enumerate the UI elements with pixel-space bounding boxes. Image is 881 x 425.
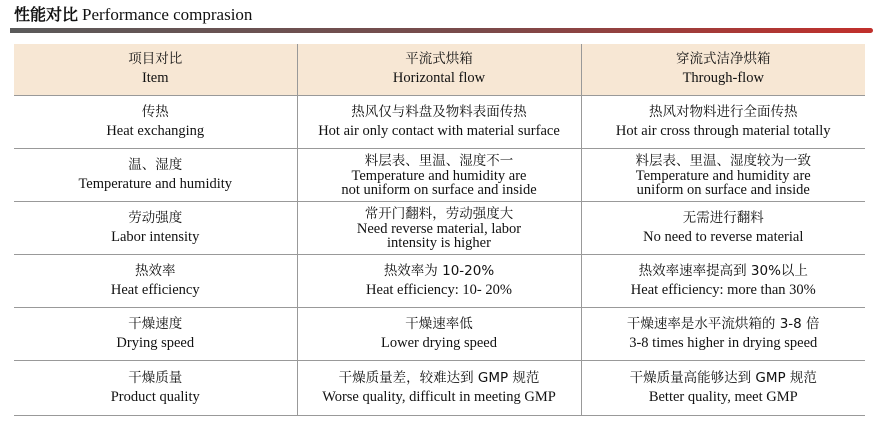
cell-horizontal: 料层表、里温、湿度不一 Temperature and humidity are not uniform on surface and inside — [297, 148, 581, 201]
cell-horizontal: 常开门翻料，劳动强度大 Need reverse material, labor intensity is higher — [297, 201, 581, 254]
cell-through: 热风对物料进行全面传热 Hot air cross through material totally — [581, 95, 865, 148]
title-cn: 性能对比 — [14, 5, 79, 24]
cell-item: 传热 Heat exchanging — [106, 103, 205, 139]
cell-item: 温、湿度 Temperature and humidity — [14, 148, 297, 201]
header-horizontal: 平流式烘箱 Horizontal flow — [297, 44, 581, 95]
table-row — [14, 360, 865, 415]
page-title — [14, 4, 252, 26]
table-row — [14, 254, 865, 307]
table-row — [14, 307, 865, 360]
cell-item: 劳动强度 Labor intensity — [14, 201, 297, 254]
cell-through: 热效率速率提高到 30%以上 Heat efficiency: more than 30% — [581, 254, 865, 307]
table-header-row — [14, 44, 865, 95]
cell-through: 料层表、里温、湿度较为一致 Temperature and humidity are uniform on surface and inside — [581, 148, 865, 201]
cell-horizontal: 热效率为 10-20% Heat efficiency: 10- 20% — [297, 254, 581, 307]
title-en: Performance comprasion — [82, 5, 253, 24]
cell-horizontal: 干燥质量差，较难达到 GMP 规范 Worse quality, difficult in meeting GMP — [297, 360, 581, 415]
table-row — [14, 95, 865, 148]
cell-item: 干燥质量 Product quality — [14, 360, 297, 415]
header-item: 项目对比 Item — [14, 44, 297, 95]
title-divider — [10, 28, 865, 33]
table-row — [14, 201, 865, 254]
cell-item: 干燥速度 Drying speed — [14, 307, 297, 360]
table-row — [14, 148, 865, 201]
cell-item: 热效率 Heat efficiency — [14, 254, 297, 307]
cell-horizontal: 热风仅与料盘及物料表面传热 Hot air only contact with material surface — [297, 95, 581, 148]
cell-horizontal: 干燥速率低 Lower drying speed — [297, 307, 581, 360]
cell-through: 干燥速率是水平流烘箱的 3-8 倍 3-8 times higher in drying speed — [581, 307, 865, 360]
header-through: 穿流式洁净烘箱 Through-flow — [581, 44, 865, 95]
comparison-table — [14, 44, 865, 416]
cell-through: 干燥质量高能够达到 GMP 规范 Better quality, meet GMP — [581, 360, 865, 415]
cell-through: 无需进行翻料 No need to reverse material — [581, 201, 865, 254]
